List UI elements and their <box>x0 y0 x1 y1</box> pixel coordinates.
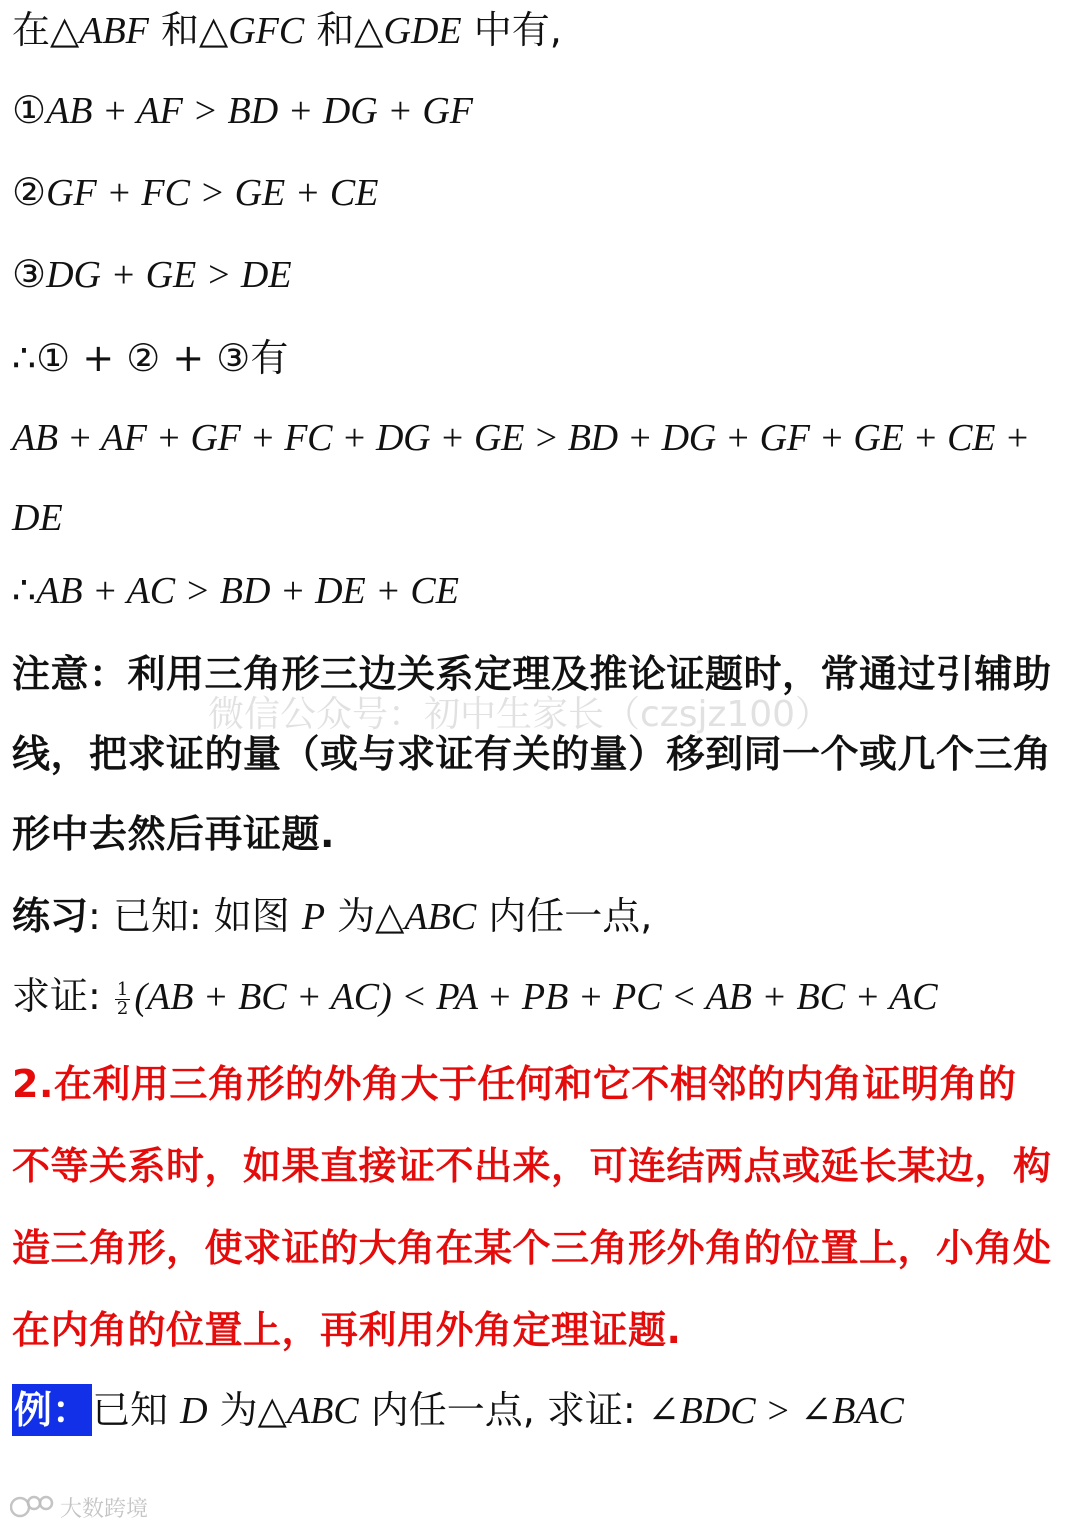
watermark: 微信公众号：初中生家长（czsjz100） <box>208 694 832 735</box>
prove-label: 求证: <box>12 974 113 1018</box>
line-triangles-intro <box>12 8 1068 53</box>
conclusion <box>12 568 1068 613</box>
sum-expression-cont: DE <box>12 497 63 539</box>
math-expr: AB + AC > BD + DE + CE <box>36 570 459 612</box>
example-line <box>12 1384 1068 1437</box>
section2-line-2: 不等关系时，如果直接证不出来，可连结两点或延长某边，构 <box>12 1144 1052 1188</box>
math-gde: GDE <box>383 10 462 52</box>
sum-expression: AB + AF + GF + FC + DG + GE > BD + DG + GF + GE + CE + <box>12 417 1030 459</box>
text: 和△ <box>148 8 229 52</box>
math-expr: (AB + BC + AC) < PA + PB + PC < AB + BC + AC <box>134 976 938 1018</box>
brand-name: 大数跨境 <box>60 1496 149 1522</box>
practice-prove-line <box>12 974 1068 1019</box>
note-line-1: 注意：利用三角形三边关系定理及推论证题时，常通过引辅助 <box>12 652 1052 696</box>
math-p: P <box>301 896 326 938</box>
math-d: D <box>180 1390 208 1432</box>
math-abc: ABC <box>404 896 477 938</box>
math-abc: ABC <box>286 1390 359 1432</box>
inequality-1 <box>12 88 1068 133</box>
therefore-symbol: ∴ <box>12 568 37 612</box>
practice-line <box>12 894 1068 939</box>
brand-logo-icon <box>10 1494 54 1520</box>
text: 为△ <box>207 1388 287 1432</box>
math-abf: ABF <box>79 10 149 52</box>
example-label: 例： <box>12 1384 92 1436</box>
text: : 已知: 如图 <box>88 894 302 938</box>
text: 和△ <box>304 8 384 52</box>
note-line-3: 形中去然后再证题. <box>12 812 335 856</box>
inequality-3 <box>12 252 1068 297</box>
sum-statement: ∴① + ② + ③有 <box>12 336 289 380</box>
math-expr: AB + AF > BD + DG + GF <box>46 90 474 132</box>
math-expr: GF + FC > GE + CE <box>46 172 379 214</box>
math-expr: ∠BDC > ∠BAC <box>647 1390 904 1432</box>
text: 已知 <box>92 1388 181 1432</box>
circled-number: ② <box>12 170 47 214</box>
fraction-denominator: 2 <box>116 998 129 1019</box>
section2-line-4: 在内角的位置上，再利用外角定理证题. <box>12 1308 682 1352</box>
footer-logo <box>10 1492 148 1522</box>
math-gfc: GFC <box>228 10 305 52</box>
note-line-2: 线，把求证的量（或与求证有关的量）移到同一个或几个三角 <box>12 732 1052 776</box>
circled-number: ③ <box>12 252 47 296</box>
inequality-2 <box>12 170 1068 215</box>
text: 在△ <box>12 8 80 52</box>
math-expr: DG + GE > DE <box>46 254 292 296</box>
section2-line-3: 造三角形，使求证的大角在某个三角形外角的位置上，小角处 <box>12 1226 1052 1270</box>
circled-number: ① <box>12 88 47 132</box>
text: 内任一点, 求证: <box>358 1388 648 1432</box>
text: 内任一点, <box>476 894 653 938</box>
practice-label: 练习 <box>12 894 89 938</box>
fraction-half <box>115 981 130 1018</box>
text: 为△ <box>325 894 405 938</box>
section2-line-1: 2.在利用三角形的外角大于任何和它不相邻的内角证明角的 <box>12 1062 1017 1106</box>
text: 中有, <box>461 8 562 52</box>
fraction-numerator: 1 <box>116 979 129 1000</box>
